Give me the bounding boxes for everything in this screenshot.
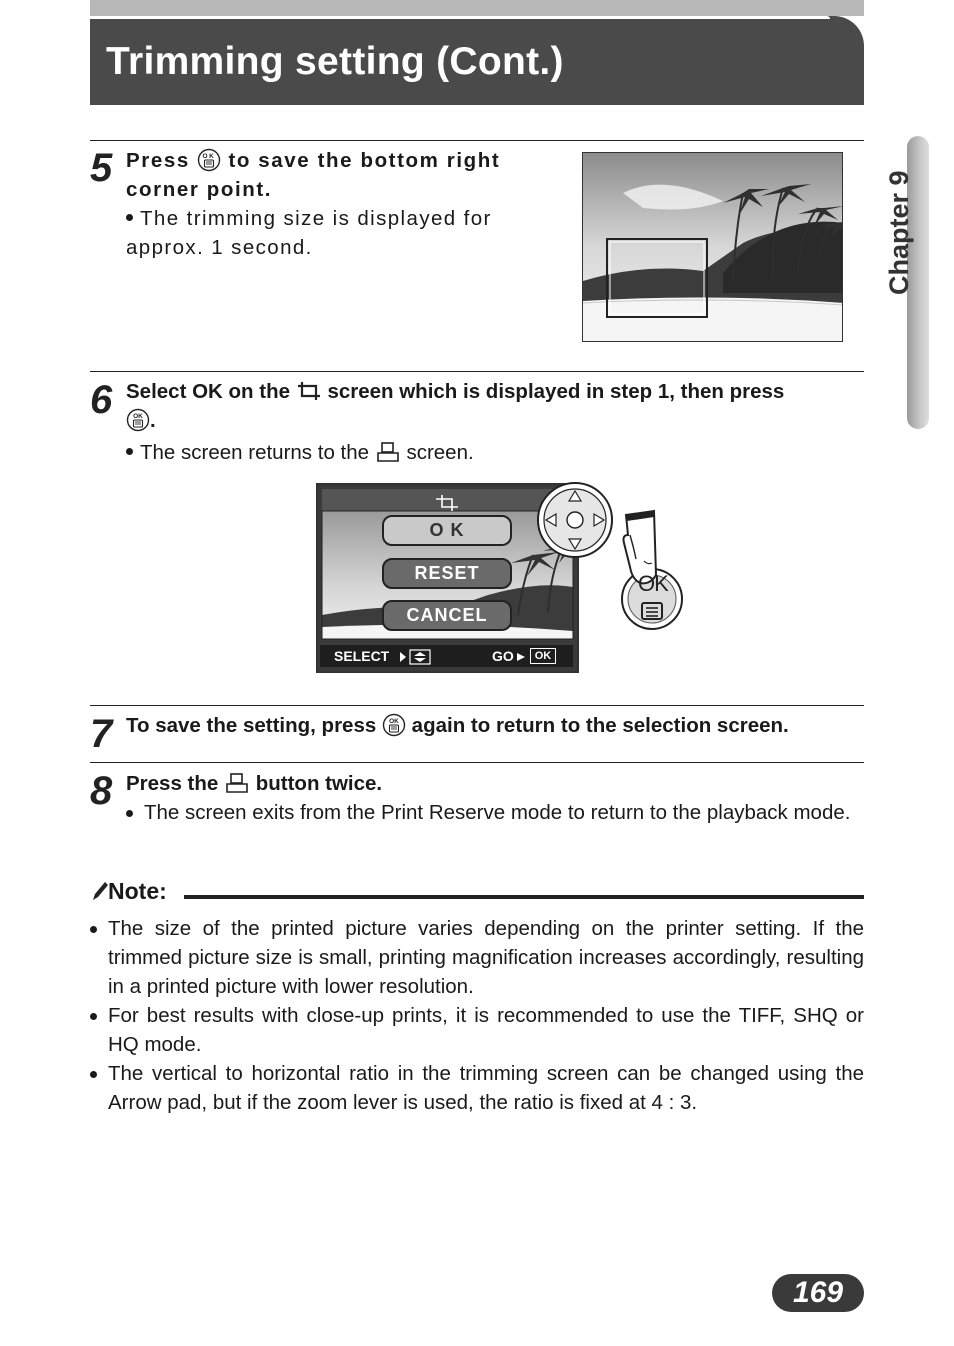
bullet-text: The screen returns to the: [140, 441, 370, 464]
page-number: 169: [772, 1274, 864, 1312]
bullet-icon: [126, 810, 133, 817]
note-item-text: The size of the printed picture varies depending on the printer setting. If the trimmed picture size is small, printing magnification increases accordingly, resulting in a printed picture with lower resolution.: [108, 917, 864, 998]
step-heading-text: Press: [126, 149, 190, 172]
bullet-text: The screen exits from the Print Reserve mode to return to the playback mode.: [144, 801, 851, 824]
note-label: Note:: [108, 878, 167, 904]
svg-text:OK: OK: [133, 412, 143, 420]
footer-go-label: GO: [492, 648, 514, 664]
step-number: 8: [90, 769, 113, 813]
arrow-pad-icon[interactable]: [536, 481, 614, 559]
chapter-label: Chapter 9: [884, 170, 914, 295]
step-number: 7: [90, 712, 113, 756]
step-heading-text: screen which is displayed in step 1, then press: [327, 380, 785, 403]
ok-button-icon: [382, 713, 406, 737]
step-heading: [126, 769, 866, 798]
ok-button-icon: [197, 148, 221, 172]
step-heading: [126, 146, 546, 204]
title-banner: [90, 16, 864, 105]
bullet-icon: [90, 1071, 97, 1078]
note-list: [90, 914, 864, 1117]
menu-option-reset[interactable]: RESET: [382, 558, 512, 589]
divider: [90, 371, 864, 372]
step-heading: [126, 711, 866, 740]
menu-option-cancel[interactable]: CANCEL: [382, 600, 512, 631]
page-title: Trimming setting (Cont.): [106, 40, 564, 83]
bullet-icon: [90, 1013, 97, 1020]
note-item: [90, 1059, 864, 1117]
divider: [90, 705, 864, 706]
step-bullet: [126, 438, 866, 467]
note-item-text: The vertical to horizontal ratio in the trimming screen can be changed using the Arrow pad, but if the zoom lever is used, the ratio is fixed at 4 : 3.: [108, 1062, 864, 1114]
print-icon: [224, 772, 250, 794]
trimming-preview-image: [582, 152, 843, 342]
step-number: 5: [90, 146, 113, 190]
step-bullet: [126, 798, 866, 827]
step-heading-text: button twice.: [255, 772, 383, 795]
step-heading-text: Select OK on the: [126, 380, 291, 403]
step-heading-text: .: [150, 409, 156, 432]
pencil-icon: [90, 880, 110, 902]
arrow-right-icon: [516, 652, 526, 662]
note-item-text: For best results with close-up prints, it is recommended to use the TIFF, SHQ or HQ mode.: [108, 1004, 864, 1056]
note-item: [90, 914, 864, 1001]
title-bar-top: [90, 0, 864, 16]
step-bullet: [126, 204, 546, 262]
note-item: [90, 1001, 864, 1059]
svg-text:OK: OK: [202, 152, 216, 160]
svg-text:OK: OK: [389, 717, 399, 725]
arrow-updown-icon: [398, 649, 432, 665]
bullet-text: screen.: [406, 441, 474, 464]
bullet-icon: [90, 926, 97, 933]
finger-press-icon: [618, 505, 688, 631]
step-heading-text: Press the: [126, 772, 219, 795]
footer-ok-box: OK: [530, 648, 556, 664]
bullet-icon: [126, 214, 133, 221]
step-heading-text: To save the setting, press: [126, 714, 377, 737]
ok-button-label: OK: [638, 571, 668, 596]
step-heading-text: again to return to the selection screen.: [411, 714, 789, 737]
footer-select-label: SELECT: [334, 648, 390, 664]
divider: [90, 140, 864, 141]
step-heading: [126, 377, 866, 435]
trim-icon: [296, 380, 322, 402]
lcd-footer-bar: [320, 645, 573, 667]
step-number: 6: [90, 378, 113, 422]
divider: [90, 762, 864, 763]
step-heading-text: to save the bottom right corner point.: [126, 149, 501, 201]
bullet-icon: [126, 448, 133, 455]
ok-button-icon: [126, 408, 150, 432]
note-divider: [184, 895, 864, 899]
menu-option-ok[interactable]: O K: [382, 515, 512, 546]
print-icon: [375, 441, 401, 463]
bullet-text: The trimming size is displayed for approx. 1 second.: [126, 207, 492, 259]
